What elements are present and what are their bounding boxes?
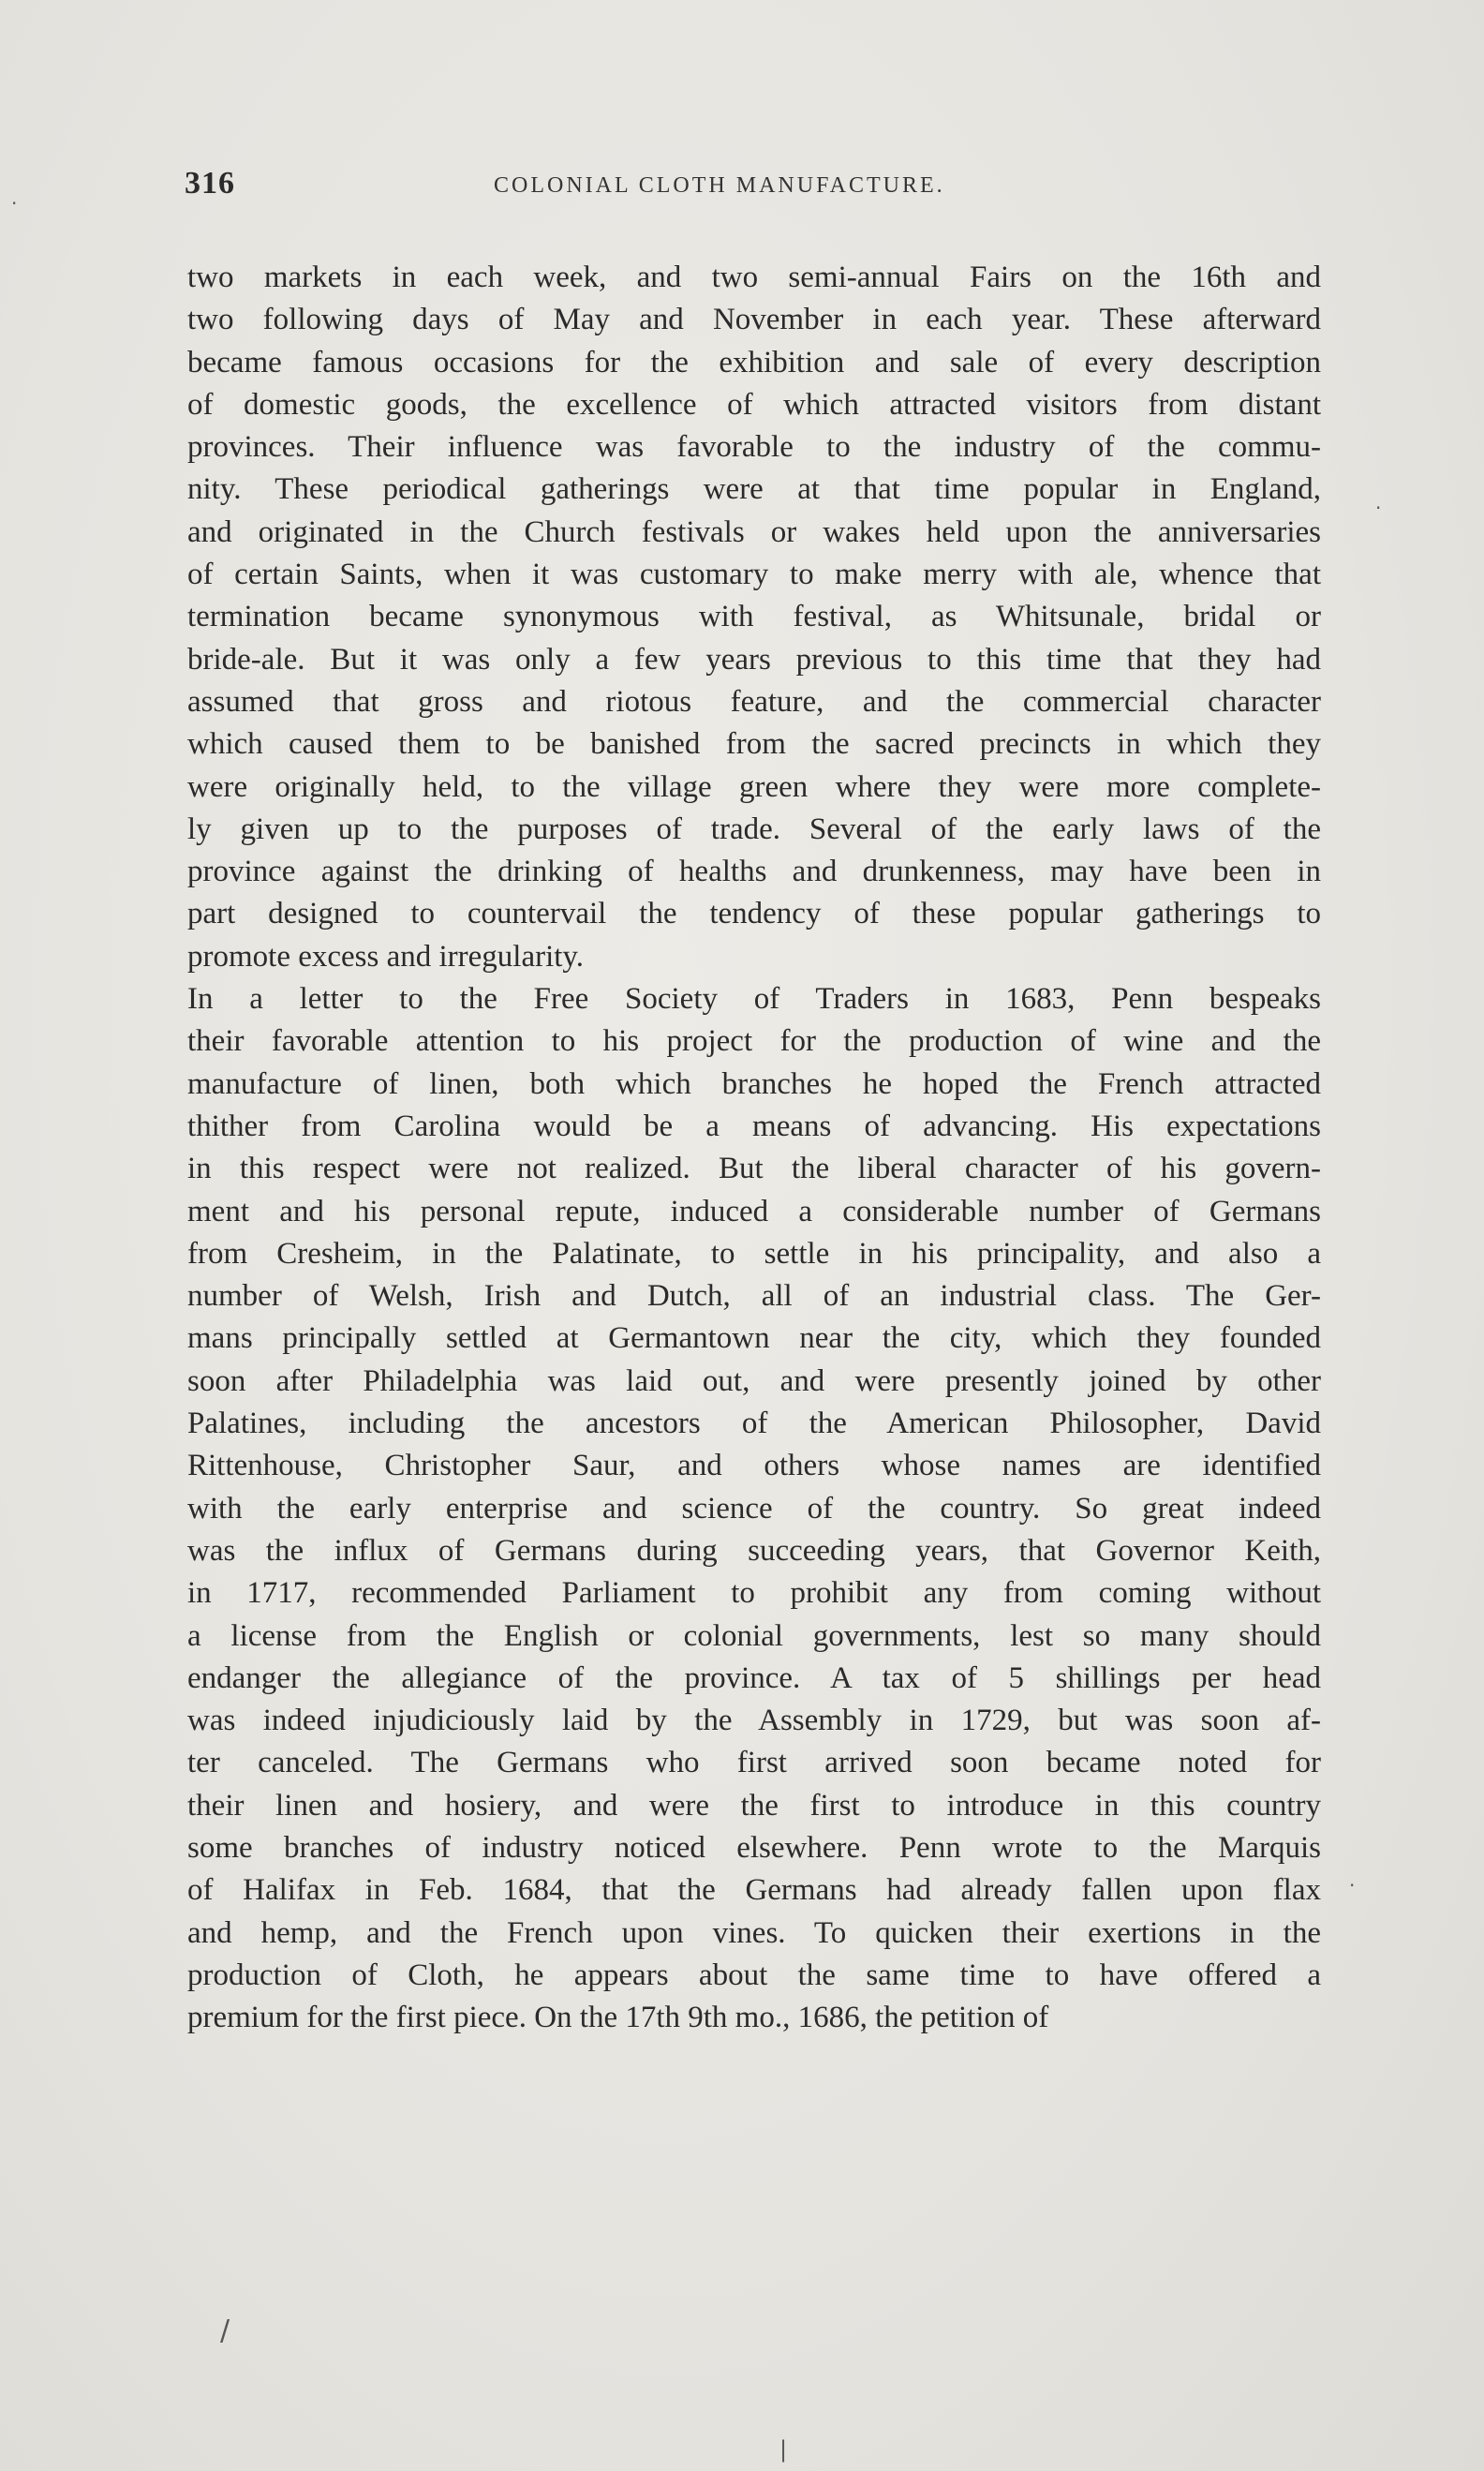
stray-mark: · bbox=[1349, 1874, 1356, 1897]
paragraph-2 bbox=[187, 978, 1321, 2039]
running-head: COLONIAL CLOTH MANUFACTURE. bbox=[494, 173, 945, 198]
text-line: a license from the English or colonial governments, lest so many should bbox=[187, 1618, 1321, 1653]
text-line: of certain Saints, when it was customary to make merry with ale, whence that bbox=[187, 558, 1321, 592]
text-line: assumed that gross and riotous feature, and the commercial character bbox=[187, 684, 1321, 719]
text-line: was the influx of Germans during succeeding years, that Governor Keith, bbox=[187, 1533, 1321, 1568]
text-line: their linen and hosiery, and were the first to introduce in this country bbox=[187, 1788, 1321, 1823]
text-line: ter canceled. The Germans who first arrived soon became noted for bbox=[187, 1746, 1321, 1780]
text-line: some branches of industry noticed elsewhere. Penn wrote to the Marquis bbox=[187, 1830, 1321, 1865]
text-line: and originated in the Church festivals or wakes held upon the anniversaries bbox=[187, 514, 1321, 549]
page-header bbox=[185, 166, 1318, 213]
stray-mark: / bbox=[220, 2315, 230, 2347]
text-line: province against the drinking of healths and drunkenness, may have been in bbox=[187, 855, 1321, 889]
text-line: became famous occasions for the exhibition and sale of every description bbox=[187, 345, 1321, 380]
text-line: in this respect were not realized. But the liberal character of his govern- bbox=[187, 1152, 1321, 1186]
text-line: premium for the first piece. On the 17th 9th mo., 1686, the petition of bbox=[187, 2001, 1049, 2035]
text-line: ly given up to the purposes of trade. Several of the early laws of the bbox=[187, 811, 1321, 846]
text-line: two following days of May and November in each year. These afterward bbox=[187, 303, 1321, 337]
stray-mark: · bbox=[11, 192, 18, 215]
stray-mark: · bbox=[1375, 497, 1382, 519]
text-line: from Cresheim, in the Palatinate, to settle in his principality, and also a bbox=[187, 1236, 1321, 1271]
text-line: number of Welsh, Irish and Dutch, all of an industrial class. The Ger- bbox=[187, 1279, 1321, 1314]
text-line: part designed to countervail the tendency of these popular gatherings to bbox=[187, 897, 1321, 931]
text-line: with the early enterprise and science of the country. So great indeed bbox=[187, 1491, 1321, 1526]
text-line: Palatines, including the ancestors of the American Philosopher, David bbox=[187, 1407, 1321, 1441]
stray-mark: | bbox=[779, 2436, 788, 2463]
text-line: promote excess and irregularity. bbox=[187, 939, 585, 974]
text-line: their favorable attention to his project for the production of wine and the bbox=[187, 1024, 1321, 1059]
text-line: manufacture of linen, both which branches he hoped the French attracted bbox=[187, 1066, 1321, 1101]
text-line: of Halifax in Feb. 1684, that the Germans had already fallen upon flax bbox=[187, 1873, 1321, 1908]
text-line: were originally held, to the village green where they were more complete- bbox=[187, 769, 1321, 804]
text-line: Rittenhouse, Christopher Saur, and others whose names are identified bbox=[187, 1449, 1321, 1483]
text-line: endanger the allegiance of the province. A tax of 5 shillings per head bbox=[187, 1660, 1321, 1695]
text-line: In a letter to the Free Society of Traders in 1683, Penn bespeaks bbox=[187, 982, 1321, 1017]
text-line: and hemp, and the French upon vines. To quicken their exertions in the bbox=[187, 1915, 1321, 1950]
text-line: bride-ale. But it was only a few years previous to this time that they had bbox=[187, 642, 1321, 677]
body-text bbox=[187, 257, 1321, 2039]
text-line: thither from Carolina would be a means of advancing. His expectations bbox=[187, 1109, 1321, 1143]
paragraph-1 bbox=[187, 257, 1321, 978]
text-line: ment and his personal repute, induced a considerable number of Germans bbox=[187, 1194, 1321, 1228]
text-line: was indeed injudiciously laid by the Assembly in 1729, but was soon af- bbox=[187, 1704, 1321, 1738]
text-line: nity. These periodical gatherings were at that time popular in England, bbox=[187, 472, 1321, 507]
text-line: termination became synonymous with festival, as Whitsunale, bridal or bbox=[187, 600, 1321, 634]
text-line: provinces. Their influence was favorable to the industry of the commu- bbox=[187, 430, 1321, 465]
text-line: soon after Philadelphia was laid out, and were presently joined by other bbox=[187, 1363, 1321, 1398]
text-line: which caused them to be banished from the sacred precincts in which they bbox=[187, 727, 1321, 762]
text-line: of domestic goods, the excellence of which attracted visitors from distant bbox=[187, 387, 1321, 422]
page-number: 316 bbox=[185, 166, 235, 201]
text-line: in 1717, recommended Parliament to prohibit any from coming without bbox=[187, 1576, 1321, 1611]
text-line: two markets in each week, and two semi-annual Fairs on the 16th and bbox=[187, 260, 1321, 294]
text-line: production of Cloth, he appears about the same time to have offered a bbox=[187, 1957, 1321, 1992]
text-line: mans principally settled at Germantown near the city, which they founded bbox=[187, 1321, 1321, 1356]
